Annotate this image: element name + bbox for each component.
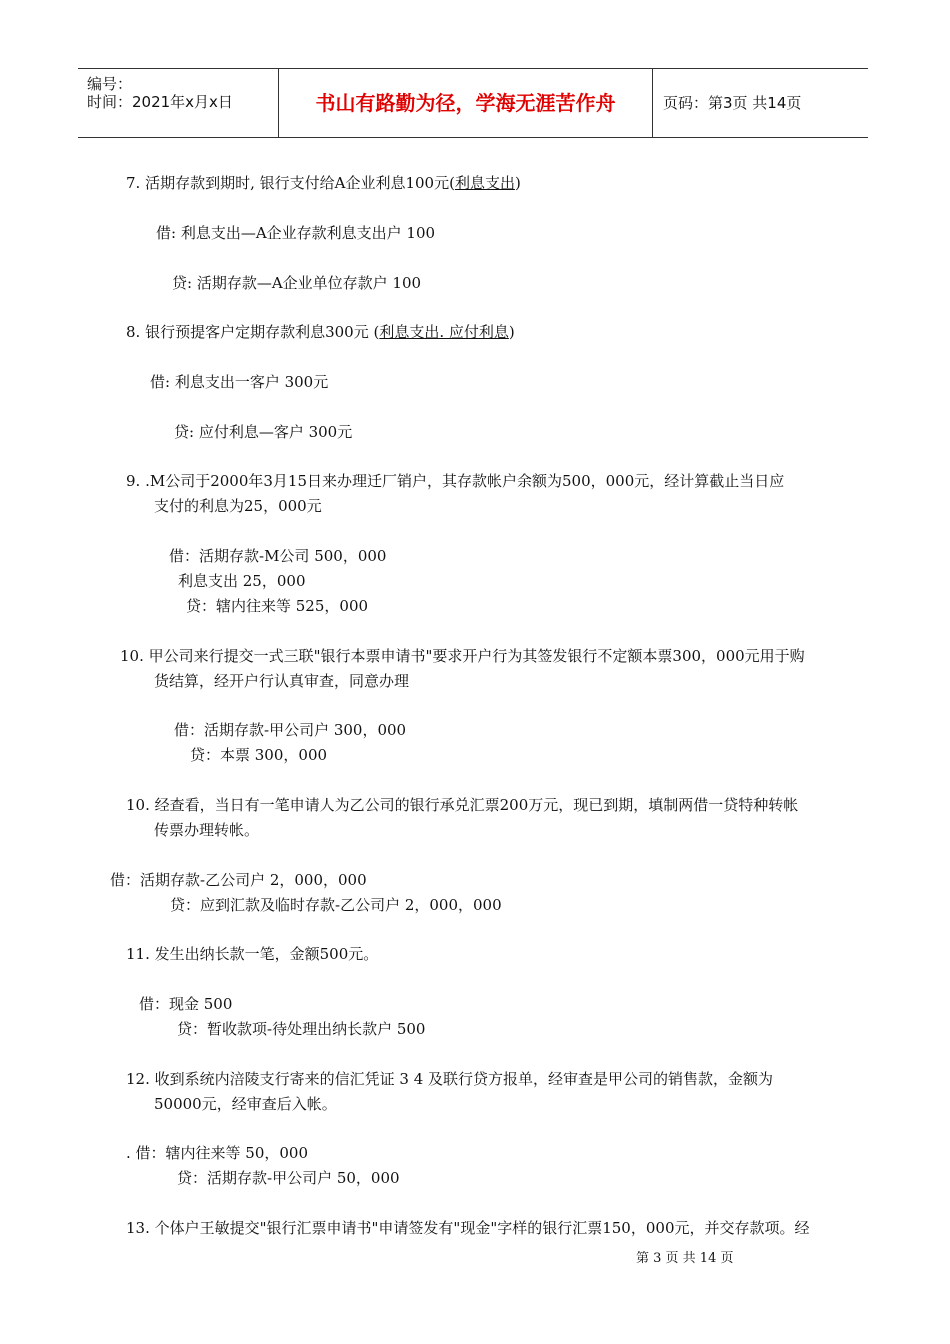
item-12-entry2: 贷：活期存款-甲公司户 50，000: [177, 1169, 400, 1187]
document-header: [78, 68, 868, 138]
header-meta-cell: [78, 69, 279, 137]
item-10b-line1: 10. 经查看，当日有一笔申请人为乙公司的银行承兑汇票200万元，现已到期，填制两借一贷特种转帐: [126, 796, 799, 814]
time-label: 时间：2021年x月x日: [87, 93, 233, 111]
item-10a-line1: 10. 甲公司来行提交一式三联"银行本票申请书"要求开户行为其签发银行不定额本票300，000元用于购: [120, 647, 805, 665]
motto: 书山有路勤为径，学海无涯苦作舟: [279, 69, 653, 137]
page-footer: 第 3 页 共 14 页: [636, 1251, 734, 1266]
item-9-entry1: 借：活期存款-M公司 500，000: [169, 547, 387, 565]
item-8-debit: 借: 利息支出一客户 300元: [150, 373, 329, 391]
item-7-title: [126, 172, 521, 193]
item-8-tag: 利息支出. 应付利息: [379, 323, 509, 341]
item-10b-entry2: 贷：应到汇款及临时存款-乙公司户 2，000，000: [170, 896, 502, 914]
item-7-text: 7. 活期存款到期时, 银行支付给A企业利息100元(: [126, 174, 455, 192]
item-7-credit: 贷: 活期存款—A企业单位存款户 100: [172, 274, 422, 292]
item-10b-line2: 传票办理转帐。: [154, 821, 260, 839]
item-11-entry1: 借：现金 500: [139, 995, 233, 1013]
item-9-entry3: 贷：辖内往来等 525，000: [186, 597, 369, 615]
item-12-line1: 12. 收到系统内涪陵支行寄来的信汇凭证 3 4 及联行贷方报单，经审查是甲公司的销售款，金额为: [126, 1070, 774, 1088]
item-12-entry1: . 借：辖内往来等 50，000: [126, 1144, 309, 1162]
item-7-tag: 利息支出: [454, 174, 515, 192]
item-9-line1: 9. .M公司于2000年3月15日来办理迁厂销户，其存款帐户余额为500，000元，经计算截止当日应: [126, 472, 785, 490]
item-8-close: ): [508, 323, 515, 341]
item-7-debit: 借: 利息支出—A企业存款利息支出户 100: [156, 224, 436, 242]
item-9-entry2: 利息支出 25，000: [178, 572, 306, 590]
item-10b-entry1: 借：活期存款-乙公司户 2，000，000: [110, 871, 367, 889]
page-info: 页码：第3页 共14页: [663, 94, 802, 112]
item-9-line2: 支付的利息为25，000元: [154, 497, 322, 515]
item-10a-entry1: 借：活期存款-甲公司户 300，000: [174, 721, 407, 739]
number-label: 编号：: [87, 75, 133, 93]
item-8-text: 8. 银行预提客户定期存款利息300元 (: [126, 323, 380, 341]
item-7-close: ): [514, 174, 521, 192]
item-10a-line2: 货结算，经开户行认真审查，同意办理: [154, 672, 410, 690]
item-12-line2: 50000元，经审查后入帐。: [154, 1095, 337, 1113]
item-10a-entry2: 贷：本票 300，000: [190, 746, 328, 764]
item-8-title: [126, 321, 515, 342]
item-8-credit: 贷: 应付利息—客户 300元: [174, 423, 353, 441]
item-13-line1: 13. 个体户王敏提交"银行汇票申请书"申请签发有"现金"字样的银行汇票150，000元，并交存款项。经: [126, 1219, 810, 1237]
item-11-entry2: 贷：暂收款项-待处理出纳长款户 500: [177, 1020, 426, 1038]
item-11-line1: 11. 发生出纳长款一笔，金额500元。: [126, 945, 379, 963]
